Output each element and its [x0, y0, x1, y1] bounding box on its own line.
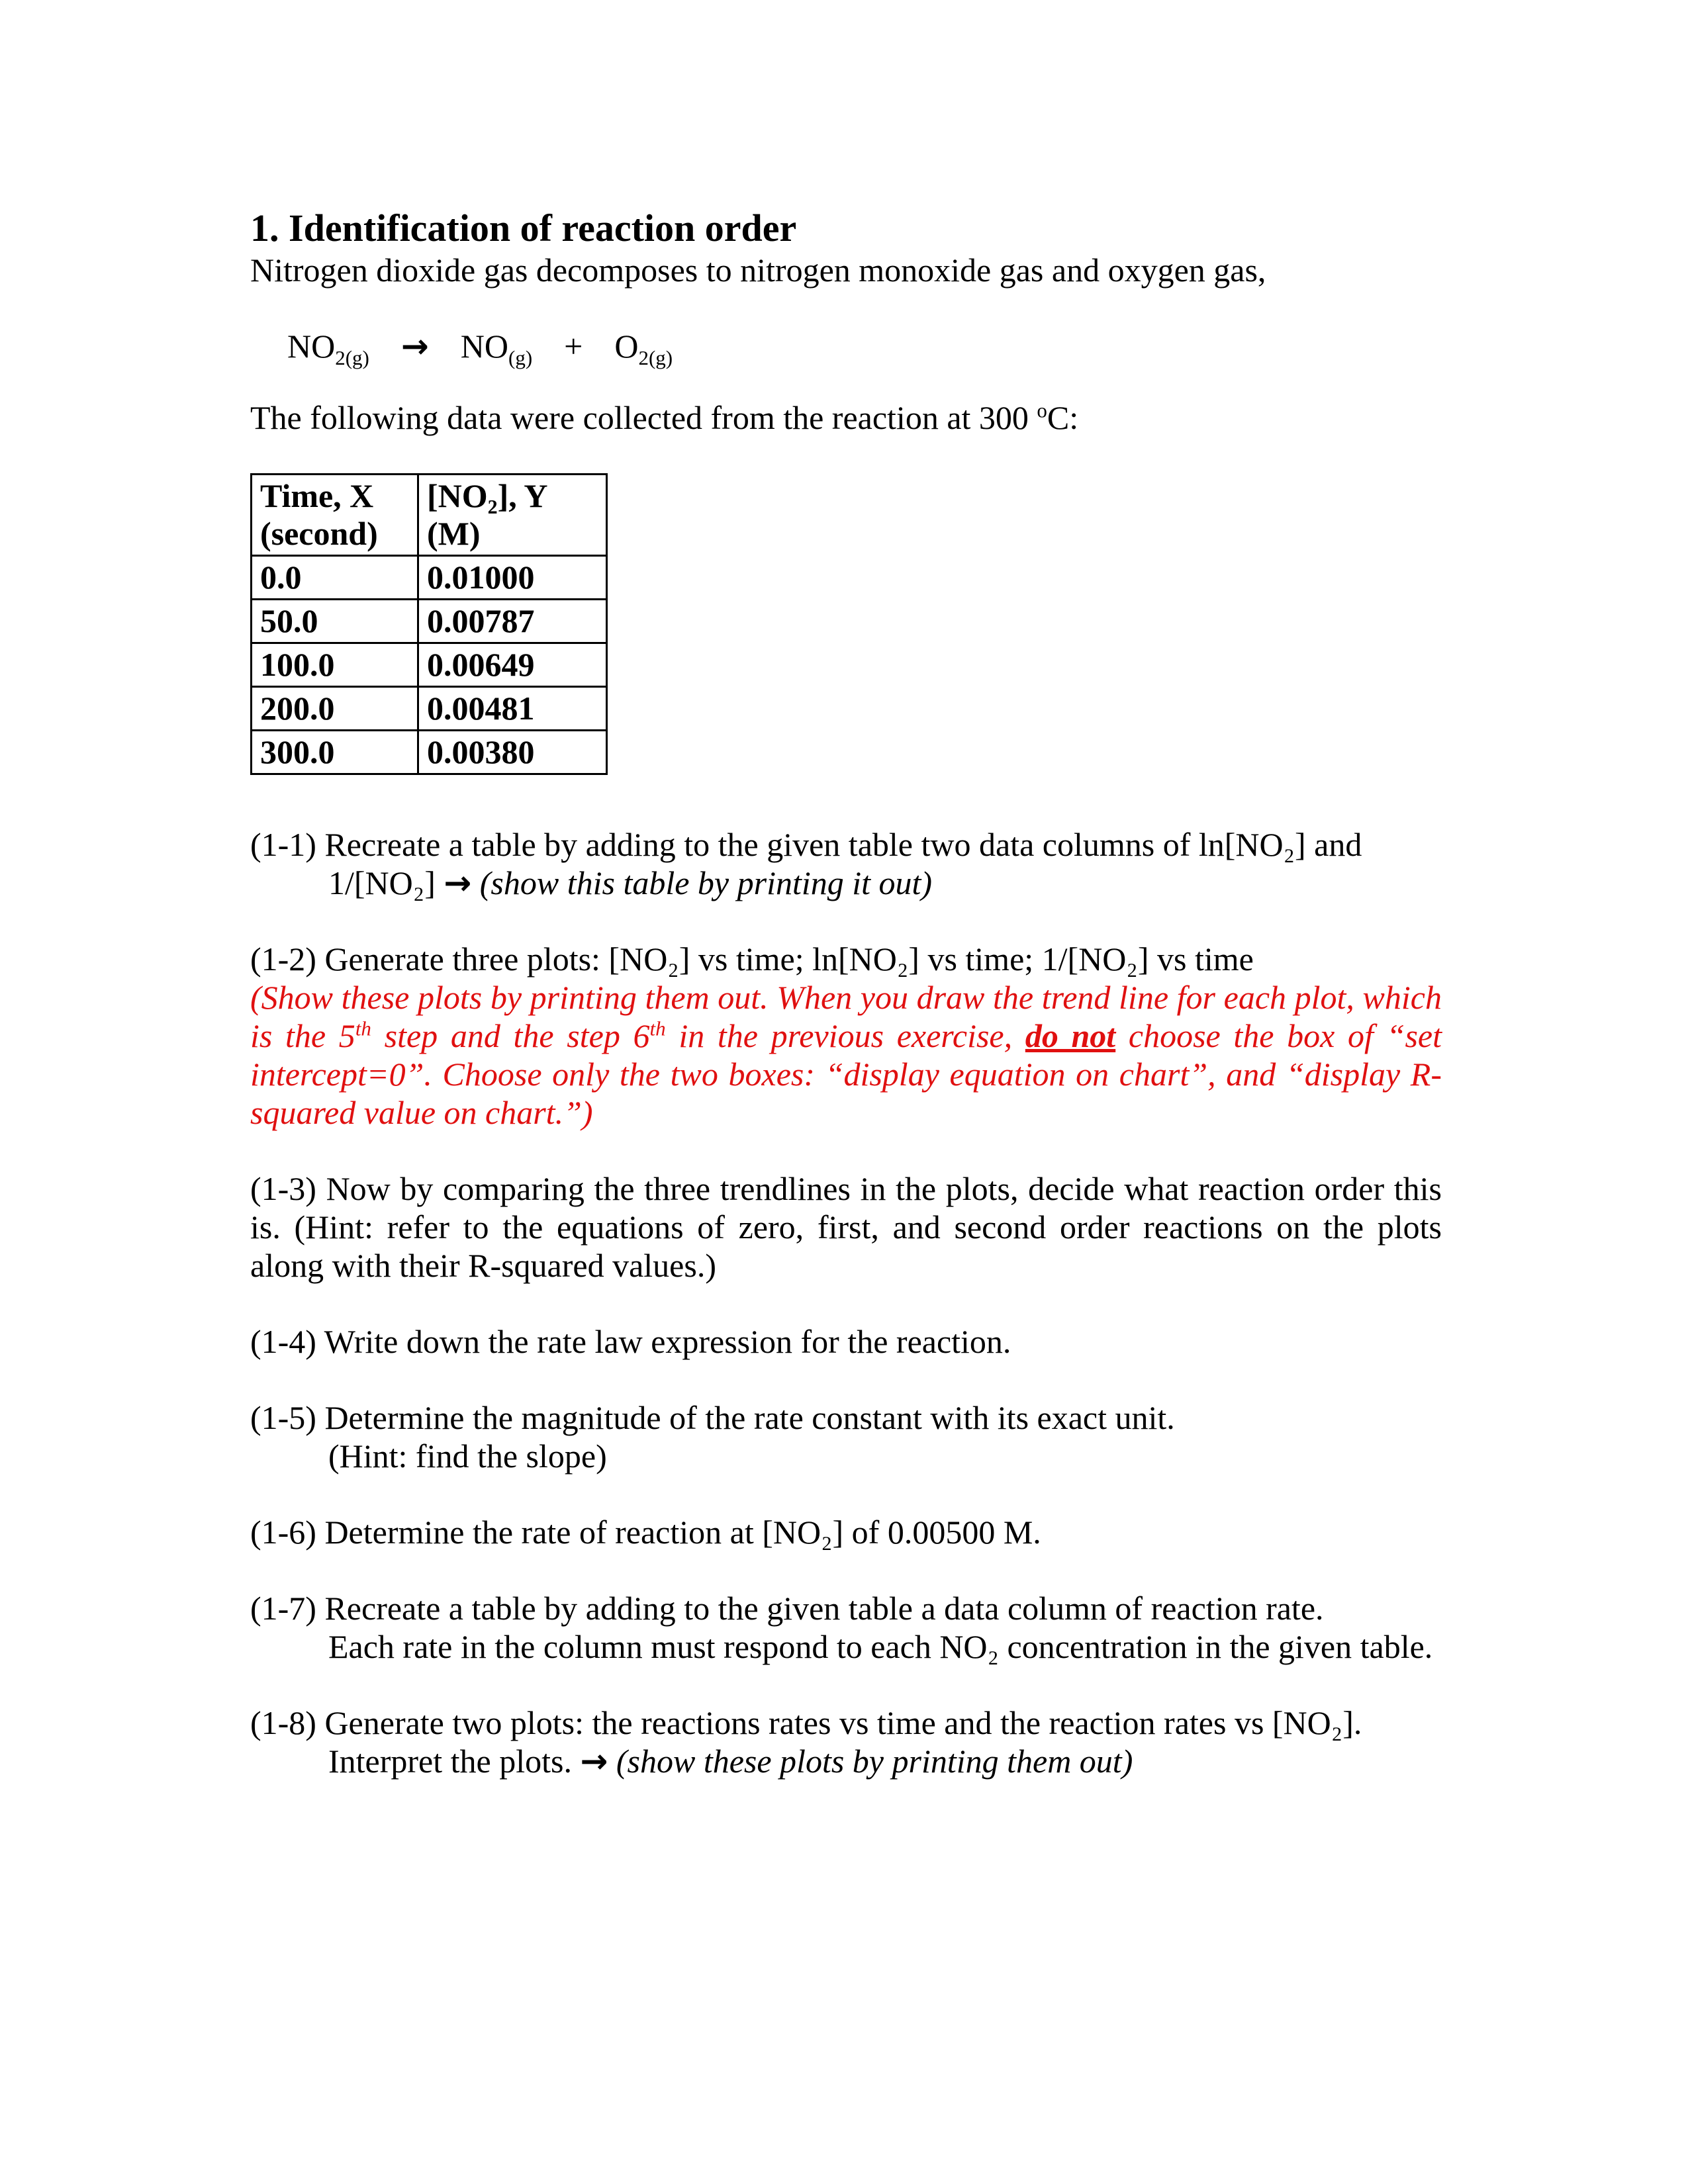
reaction-arrow-icon: →	[400, 326, 429, 365]
question-1-8	[250, 1704, 1442, 1780]
question-1-4-text: Write down the rate law expression for the reaction.	[324, 1322, 1011, 1360]
question-1-7	[250, 1589, 1442, 1666]
data-collection-note	[250, 398, 1442, 437]
question-1-2-label: (1-2)	[250, 940, 316, 978]
question-1-2-text: Generate three plots: [NO₂] vs time; ln[NO₂] vs time; 1/[NO₂] vs time	[324, 940, 1254, 978]
question-1-7-line2: Each rate in the column must respond to each NO₂ concentration in the given table.	[328, 1627, 1433, 1665]
question-1-3-text: Now by comparing the three trendlines in the plots, decide what reaction order this is. (Hint: refer to the equations of zero, first, and second order reactions on the plots along with their R-squared values.)	[250, 1169, 1442, 1284]
time-header-line2: (second)	[260, 514, 378, 552]
product-no-subscript: (g)	[508, 345, 533, 369]
data-table-head	[252, 474, 607, 555]
question-1-8-note: (show these plots by printing them out)	[608, 1742, 1133, 1780]
cell-concentration: 0.00787	[418, 599, 607, 643]
cell-concentration: 0.00481	[418, 686, 607, 730]
question-1-3-label: (1-3)	[250, 1169, 316, 1207]
table-row	[252, 555, 607, 599]
data-table	[250, 473, 608, 775]
table-header-row	[252, 474, 607, 555]
question-1-8-line2: Interpret the plots.	[328, 1742, 581, 1780]
cell-concentration: 0.00380	[418, 730, 607, 774]
reactant-no2	[287, 327, 369, 369]
data-note-unit: C:	[1047, 398, 1079, 436]
intro-paragraph: Nitrogen dioxide gas decomposes to nitrogen monoxide gas and oxygen gas,	[250, 251, 1266, 289]
table-row	[252, 686, 607, 730]
cell-time: 100.0	[252, 643, 418, 686]
question-1-1	[250, 825, 1442, 902]
red-note-do-not-emphasis: do not	[1025, 1017, 1116, 1054]
data-note-text: The following data were collected from the reaction at 300	[250, 398, 1037, 436]
product-no	[460, 327, 533, 369]
red-instruction-note	[250, 978, 1442, 1132]
cell-time: 300.0	[252, 730, 418, 774]
question-1-6	[250, 1513, 1442, 1551]
table-row	[252, 599, 607, 643]
plus-sign: +	[564, 327, 583, 365]
conc-header-line2: (M)	[427, 514, 481, 552]
red-note-part1: (Show these plots by printing them out. When you draw the trend line for each plot, which is the 5	[250, 978, 1442, 1054]
question-1-8-label: (1-8)	[250, 1704, 316, 1741]
question-1-1-note: (show this table by printing it out)	[471, 864, 933, 901]
cell-time: 0.0	[252, 555, 418, 599]
q1-arrow-icon: →	[444, 863, 472, 902]
question-1-6-text: Determine the rate of reaction at [NO₂] of 0.00500 M.	[324, 1513, 1041, 1551]
cell-concentration: 0.01000	[418, 555, 607, 599]
red-note-sup2: th	[649, 1017, 666, 1040]
question-1-4	[250, 1322, 1442, 1361]
question-1-2	[250, 940, 1442, 978]
question-1-1-text: Recreate a table by adding to the given table two data columns of ln[NO₂] and 1/[NO₂]	[324, 825, 1362, 901]
product-o2	[614, 327, 673, 369]
chemical-equation	[287, 326, 1442, 369]
q8-arrow-icon: →	[580, 1741, 608, 1780]
red-note-part4: choose the box of “set intercept=0”. Choose only the two boxes: “display equation on chart”, and “display R-squared value on chart.”)	[250, 1017, 1442, 1131]
question-1-7-label: (1-7)	[250, 1589, 316, 1627]
cell-concentration: 0.00649	[418, 643, 607, 686]
cell-time: 200.0	[252, 686, 418, 730]
question-1-5-text: Determine the magnitude of the rate constant with its exact unit.	[324, 1398, 1175, 1436]
data-table-body	[252, 555, 607, 774]
time-header-line1: Time, X	[260, 477, 374, 514]
conc-header-line1: [NO₂], Y	[427, 477, 548, 514]
red-note-part3: in the previous exercise,	[665, 1017, 1025, 1054]
question-1-5-label: (1-5)	[250, 1398, 316, 1436]
column-header-time	[252, 474, 418, 555]
question-1-6-label: (1-6)	[250, 1513, 316, 1551]
question-1-4-label: (1-4)	[250, 1322, 316, 1360]
red-note-part2: step and the step 6	[371, 1017, 650, 1054]
product-o2-subscript: 2(g)	[638, 345, 673, 369]
column-header-concentration	[418, 474, 607, 555]
table-row	[252, 730, 607, 774]
question-1-1-label: (1-1)	[250, 825, 316, 863]
reactant-no2-base: NO	[287, 327, 336, 365]
product-o2-base: O	[614, 327, 639, 365]
question-1-5	[250, 1398, 1442, 1475]
question-1-8-line1: Generate two plots: the reactions rates vs time and the reaction rates vs [NO₂].	[324, 1704, 1362, 1741]
red-note-sup1: th	[355, 1017, 371, 1040]
cell-time: 50.0	[252, 599, 418, 643]
table-row	[252, 643, 607, 686]
degree-superscript: o	[1037, 398, 1047, 422]
question-1-5-hint: (Hint: find the slope)	[328, 1437, 607, 1475]
page-title: 1. Identification of reaction order	[250, 206, 797, 250]
product-no-base: NO	[460, 327, 508, 365]
question-1-3	[250, 1169, 1442, 1285]
reactant-no2-subscript: 2(g)	[335, 345, 369, 369]
question-1-7-line1: Recreate a table by adding to the given table a data column of reaction rate.	[324, 1589, 1324, 1627]
